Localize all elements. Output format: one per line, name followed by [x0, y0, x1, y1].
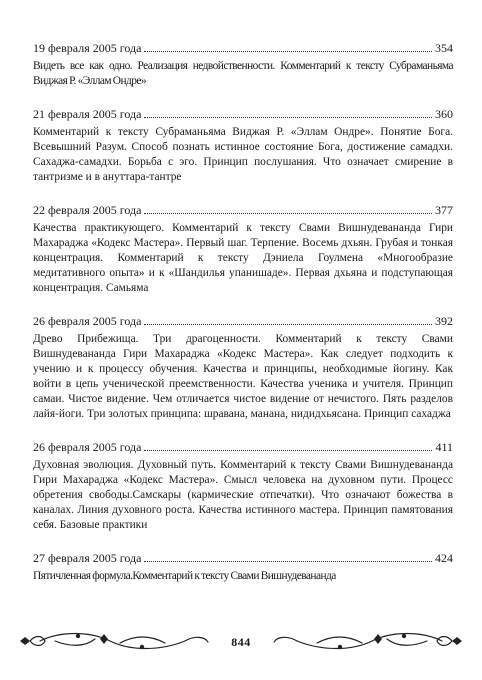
toc-entry-heading — [33, 313, 453, 329]
entry-description: Пятичленная формула.Комментарий к тексту Свами Вишнудевананда — [33, 570, 336, 582]
toc-entry — [33, 550, 453, 584]
dot-leader — [144, 50, 432, 52]
entry-date: 26 февраля 2005 года — [33, 314, 142, 328]
toc-entry-heading — [33, 550, 453, 566]
table-of-contents — [33, 40, 453, 601]
toc-entry — [33, 313, 453, 422]
toc-entry — [33, 40, 453, 89]
toc-entry-heading — [33, 106, 453, 122]
entry-date: 27 февраля 2005 года — [33, 551, 142, 565]
dot-leader — [144, 323, 432, 325]
entry-description: Видеть все как одно. Реализация недвойственности. Комментарий к тексту Субраманьяма Виджая Р. «Эллам Ондре» — [33, 60, 453, 87]
entry-page-number: 424 — [435, 551, 453, 565]
entry-description: Духовная эволюция. Духовный путь. Комментарий к тексту Свами Вишнудевананда Гири Махараджа «Кодекс Мастера». Смысл человека на духовном пути. Процесс обретения свободы.Самскары (кармические отпечатки). Что означают божества в каналах. Линия духовного роста. Качества истинного мастера. Принцип памятования себя. Базовые практики — [33, 459, 453, 531]
dot-leader — [144, 116, 432, 118]
toc-entry — [33, 202, 453, 296]
dot-leader — [144, 449, 432, 451]
entry-date: 22 февраля 2005 года — [33, 203, 142, 217]
entry-page-number: 377 — [435, 203, 453, 217]
dot-leader — [144, 560, 432, 562]
entry-date: 26 февраля 2005 года — [33, 440, 142, 454]
page-number: 844 — [231, 635, 251, 649]
entry-date: 21 февраля 2005 года — [33, 107, 142, 121]
toc-entry-heading — [33, 40, 453, 56]
entry-description: Древо Прибежища. Три драгоценности. Комментарий к тексту Свами Вишнудевананда Гири Махараджа «Кодекс Мастера». Как следует подходить к учению и к процессу обучения. Качества и принципы, необходимые йогину. Как войти в цепь ученической преемственности. Качества ученика и учителя. Принцип самаи. Чистое видение. Чем отличается чистое видение от нечистого. Пять разделов лайя-йоги. Три золотых принципа: шравана, манана, нидидхьясана. Принцип сахаджа — [33, 333, 453, 420]
toc-entry-heading — [33, 439, 453, 455]
entry-page-number: 360 — [435, 107, 453, 121]
entry-description: Комментарий к тексту Субраманьяма Виджая Р. «Эллам Ондре». Понятие Бога. Всевышний Разум. Способ познать истинное состояние Бога, достижение самадхи. Сахаджа-самадхи. Борьба с эго. Принцип послушания. Что означает смирение в тантризме и в ануттара-тантре — [33, 126, 453, 183]
entry-date: 19 февраля 2005 года — [33, 41, 142, 55]
entry-page-number: 392 — [435, 314, 453, 328]
toc-entry-heading — [33, 202, 453, 218]
entry-description: Качества практикующего. Комментарий к тексту Свами Вишнудевананда Гири Махараджа «Кодекс Мастера». Первый шаг. Терпение. Восемь дхьян. Грубая и тонкая концентрация. Комментарий к тексту Дэниела Гоулмена «Многообразие медитативного опыта» и к «Шандилья упанишаде». Первая дхьяна и подступающая концентрация. Самьяма — [33, 222, 453, 294]
entry-page-number: 354 — [435, 41, 453, 55]
toc-entry — [33, 439, 453, 533]
toc-entry — [33, 106, 453, 185]
dot-leader — [144, 212, 432, 214]
entry-page-number: 411 — [435, 440, 453, 454]
